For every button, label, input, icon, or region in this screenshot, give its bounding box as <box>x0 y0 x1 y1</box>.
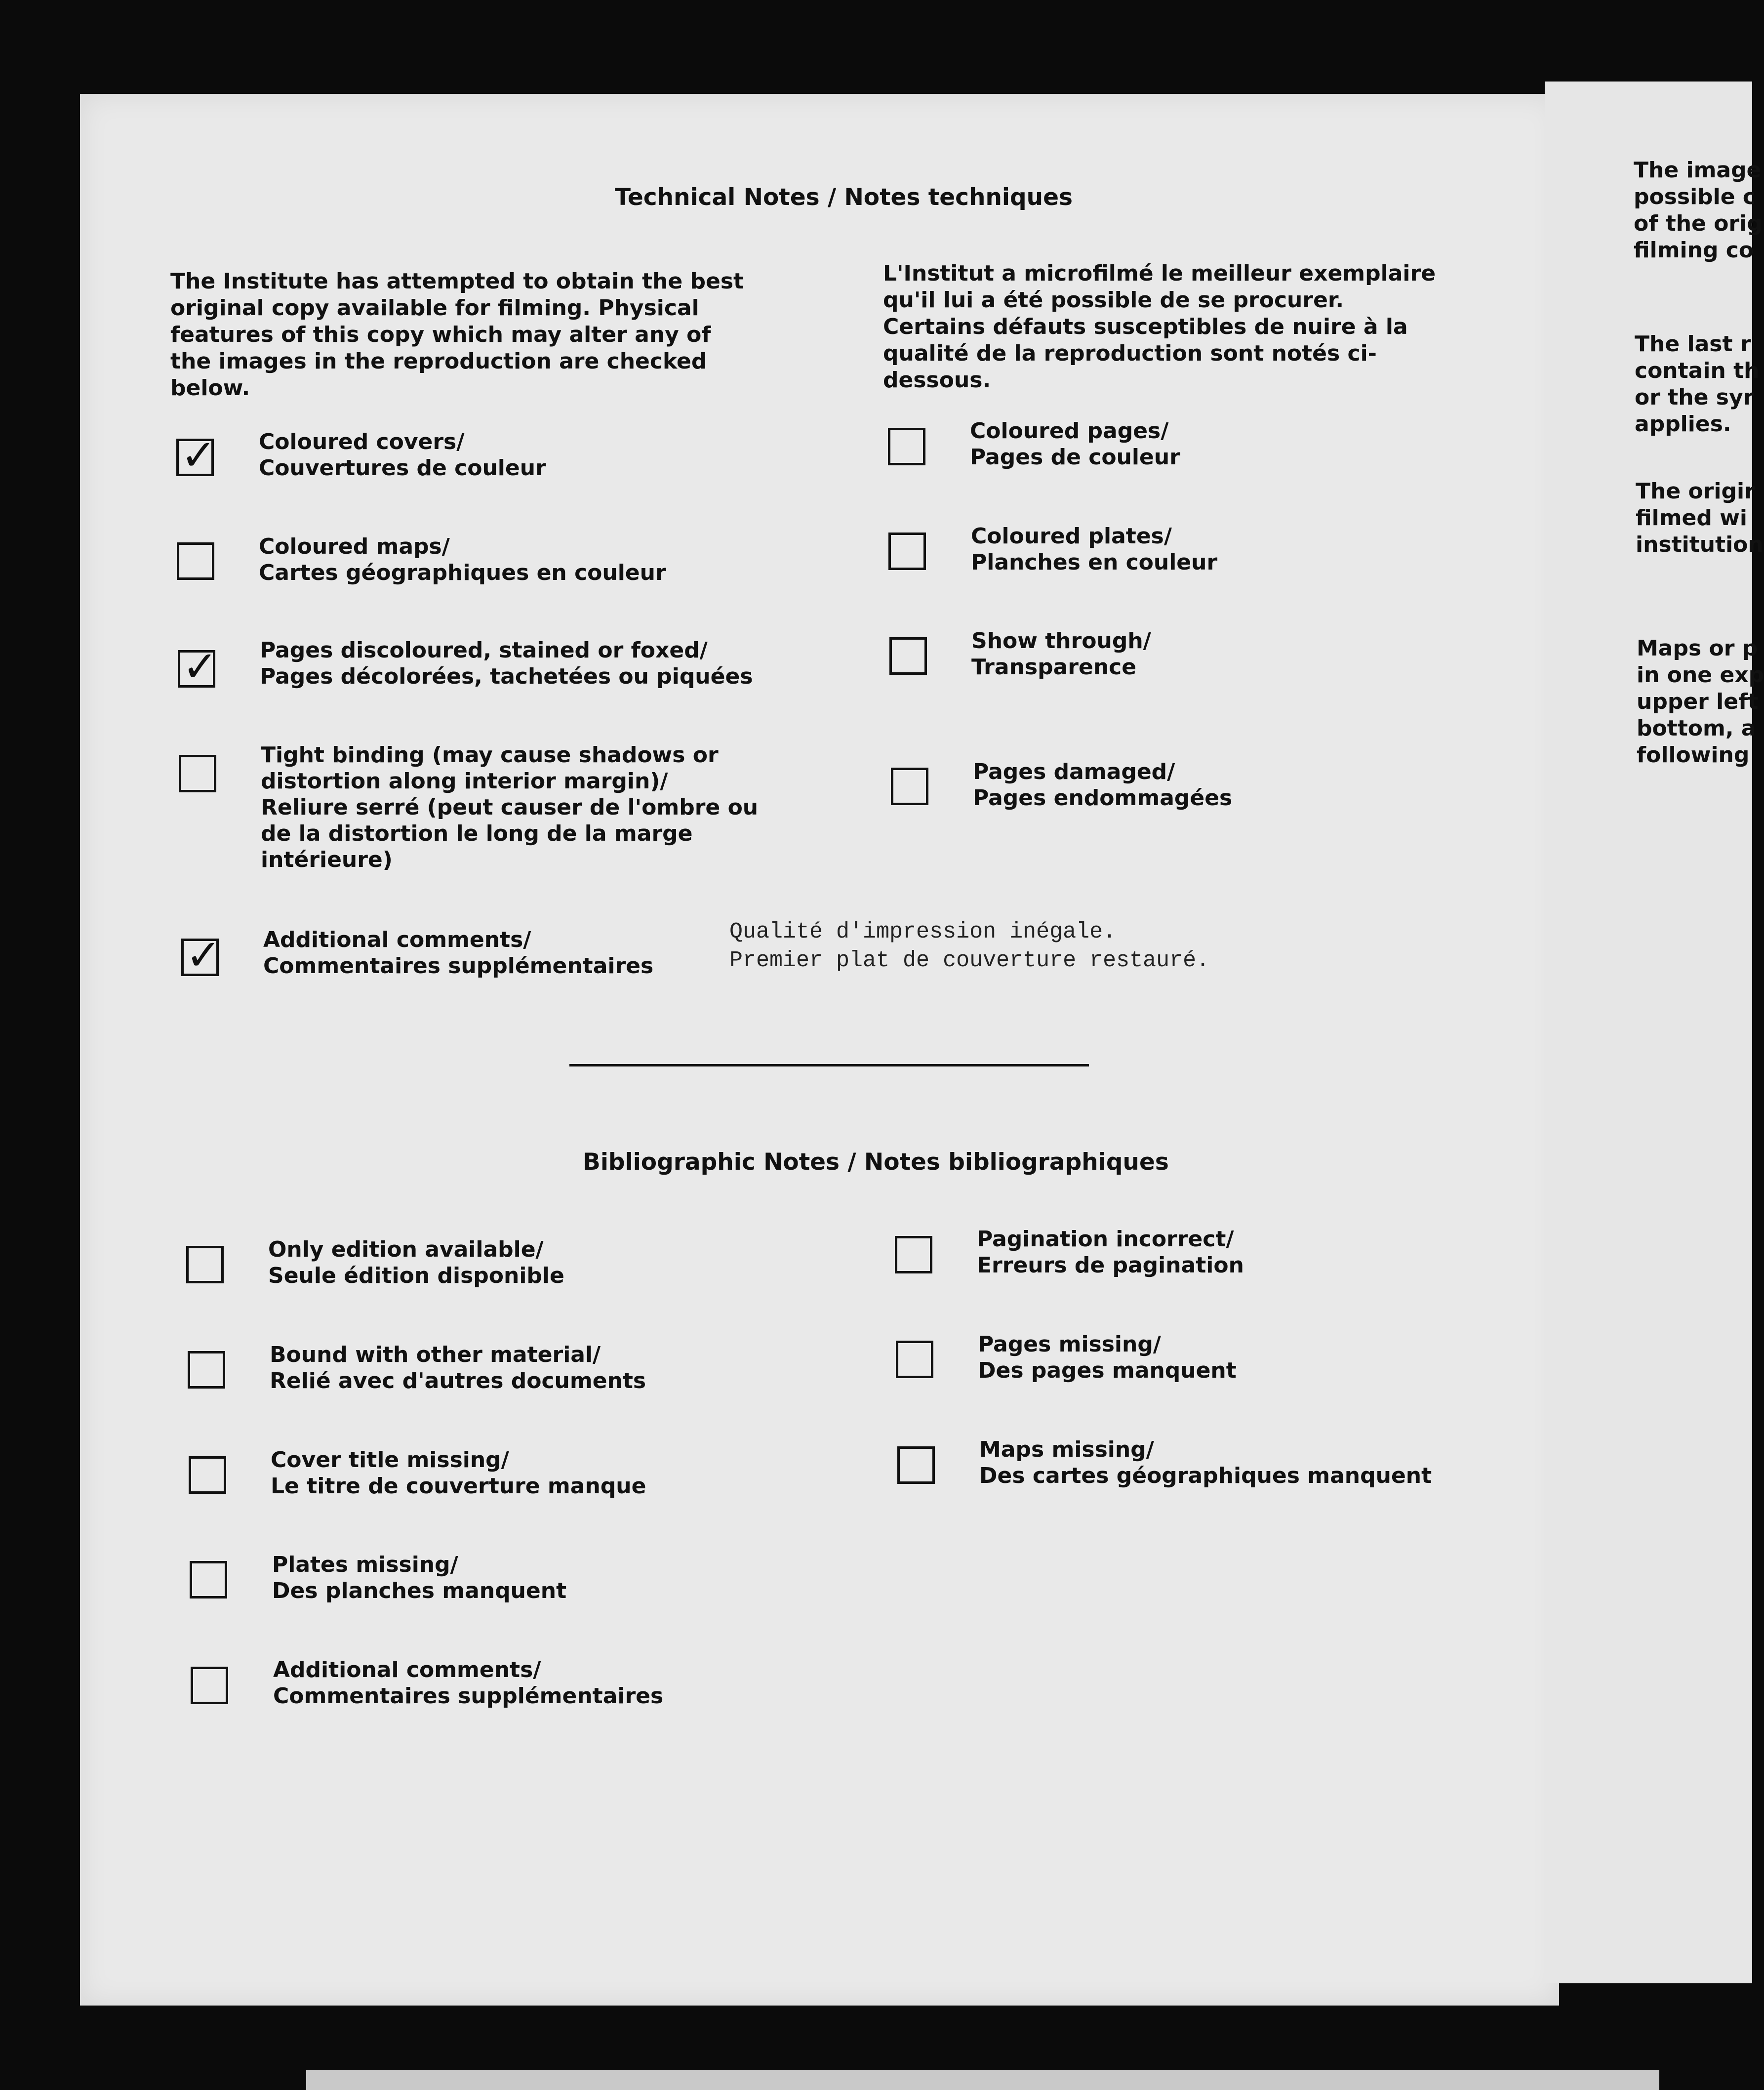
only-edition-checkbox[interactable] <box>186 1246 224 1283</box>
pages-discoloured-label <box>260 637 753 690</box>
maps-missing-label <box>979 1436 1432 1489</box>
label-en: Coloured maps/ <box>259 534 450 559</box>
label-en: Maps missing/ <box>979 1437 1154 1462</box>
adjacent-line: bottom, a <box>1637 716 1756 741</box>
adjacent-page-text <box>1634 157 1764 789</box>
label-en: Pages damaged/ <box>973 759 1175 784</box>
bibliographic-additional-comments-checkbox[interactable] <box>191 1667 228 1704</box>
adjacent-line: The origir <box>1636 479 1755 504</box>
coloured-maps-checkbox[interactable] <box>177 542 214 580</box>
label-line: intérieure) <box>261 847 393 872</box>
label-en: Additional comments/ <box>273 1657 541 1682</box>
coloured-pages-label <box>970 418 1180 470</box>
label-fr: Commentaires supplémentaires <box>273 1683 664 1709</box>
pagination-incorrect-checkbox[interactable] <box>895 1236 932 1273</box>
pages-discoloured-checkbox[interactable] <box>178 642 218 692</box>
adjacent-block-1 <box>1634 157 1763 264</box>
bibliographic-additional-comments-label <box>273 1657 663 1709</box>
label-fr: Des cartes géographiques manquent <box>979 1463 1432 1488</box>
intro-french: L'Institut a microfilmé le meilleur exemplaire qu'il lui a été possible de se procurer. Certains défauts susceptibles de nuire à la qualité de la reproduction sont notés ci-dessous. <box>883 261 1436 393</box>
adjacent-line: following <box>1637 742 1750 768</box>
label-fr: Couvertures de couleur <box>259 455 546 481</box>
label-line: de la distortion le long de la marge <box>261 821 693 846</box>
label-en: Pages missing/ <box>978 1332 1161 1357</box>
adjacent-line: upper left <box>1637 689 1759 714</box>
coloured-maps-label <box>259 533 666 586</box>
check-mark-icon: ✓ <box>181 431 217 480</box>
label-line: Reliure serré (peut causer de l'ombre ou <box>261 795 759 820</box>
adjacent-line: Maps or p <box>1637 636 1758 661</box>
show-through-label <box>971 628 1151 680</box>
typed-comment-line: Qualité d'impression inégale. <box>729 919 1117 944</box>
label-fr: Des planches manquent <box>272 1578 567 1603</box>
coloured-plates-label <box>971 523 1217 575</box>
label-en: Bound with other material/ <box>270 1342 601 1367</box>
pagination-incorrect-label <box>977 1226 1244 1278</box>
label-en: Plates missing/ <box>272 1552 458 1577</box>
adjacent-block-3 <box>1636 478 1764 558</box>
label-fr: Commentaires supplémentaires <box>263 953 654 979</box>
pages-missing-checkbox[interactable] <box>896 1341 933 1378</box>
pages-missing-label <box>978 1331 1237 1384</box>
tight-binding-label <box>261 742 758 873</box>
bound-with-checkbox[interactable] <box>188 1351 225 1389</box>
adjacent-line: possible c <box>1634 184 1756 209</box>
coloured-covers-checkbox[interactable] <box>176 431 217 480</box>
adjacent-line: or the syr <box>1635 385 1754 410</box>
coloured-covers-label <box>259 429 546 481</box>
plates-missing-label <box>272 1552 566 1604</box>
label-fr: Pages de couleur <box>970 445 1180 470</box>
adjacent-line: The last r <box>1635 331 1751 357</box>
check-mark-icon: ✓ <box>182 642 218 692</box>
adjacent-line: in one exp <box>1637 662 1764 688</box>
adjacent-line: contain th <box>1635 358 1760 383</box>
bound-with-label <box>270 1342 646 1394</box>
cover-title-missing-checkbox[interactable] <box>189 1456 226 1494</box>
adjacent-block-2 <box>1635 331 1759 438</box>
adjacent-line: of the orig <box>1634 211 1763 236</box>
label-en: Coloured covers/ <box>259 429 465 454</box>
typed-comment-line: Premier plat de couverture restauré. <box>729 948 1210 973</box>
coloured-plates-checkbox[interactable] <box>888 533 926 570</box>
only-edition-label <box>268 1236 564 1289</box>
adjacent-line: institution <box>1636 532 1764 557</box>
adjacent-line: applies. <box>1635 411 1731 437</box>
label-line: Tight binding (may cause shadows or <box>261 742 719 768</box>
label-fr: Transparence <box>971 655 1137 680</box>
check-mark-icon: ✓ <box>186 931 222 980</box>
label-fr: Cartes géographiques en couleur <box>259 560 666 585</box>
intro-english: The Institute has attempted to obtain the best original copy available for filming. Physical features of this copy which may alter any of the images in the reproduction are checked below. <box>170 269 744 401</box>
label-fr: Le titre de couverture manque <box>271 1474 646 1499</box>
label-en: Only edition available/ <box>268 1237 544 1262</box>
label-en: Coloured plates/ <box>971 524 1172 549</box>
maps-missing-checkbox[interactable] <box>897 1446 935 1484</box>
coloured-pages-checkbox[interactable] <box>888 428 925 465</box>
label-en: Pagination incorrect/ <box>977 1227 1234 1252</box>
adjacent-line: filming co <box>1634 238 1754 263</box>
pages-damaged-checkbox[interactable] <box>891 768 928 805</box>
label-en: Additional comments/ <box>263 927 531 952</box>
plates-missing-checkbox[interactable] <box>190 1561 227 1598</box>
label-en: Show through/ <box>971 628 1151 654</box>
technical-additional-comments-checkbox[interactable] <box>181 931 222 980</box>
cover-title-missing-label <box>271 1447 646 1499</box>
label-line: distortion along interior margin)/ <box>261 769 668 794</box>
pages-damaged-label <box>973 759 1232 811</box>
technical-additional-comments-label <box>263 927 653 979</box>
adjacent-line: The image <box>1634 158 1762 183</box>
label-fr: Pages endommagées <box>973 785 1233 811</box>
show-through-checkbox[interactable] <box>889 637 927 675</box>
label-fr: Planches en couleur <box>971 550 1218 575</box>
label-fr: Des pages manquent <box>978 1358 1237 1383</box>
tight-binding-checkbox[interactable] <box>179 755 216 792</box>
next-frame-strip <box>306 2070 1659 2090</box>
label-fr: Erreurs de pagination <box>977 1253 1244 1278</box>
bibliographic-notes-title: Bibliographic Notes / Notes bibliographiques <box>583 1148 1169 1176</box>
label-en: Coloured pages/ <box>970 418 1169 444</box>
label-en: Cover title missing/ <box>271 1447 509 1473</box>
label-fr: Relié avec d'autres documents <box>270 1368 646 1393</box>
label-en: Pages discoloured, stained or foxed/ <box>260 638 708 663</box>
label-fr: Pages décolorées, tachetées ou piquées <box>260 664 753 689</box>
section-divider <box>569 1064 1089 1066</box>
typed-comments <box>729 918 1209 975</box>
label-fr: Seule édition disponible <box>268 1263 564 1288</box>
adjacent-line: filmed wi <box>1636 505 1747 531</box>
adjacent-block-4 <box>1637 635 1764 769</box>
technical-notes-title: Technical Notes / Notes techniques <box>615 184 1073 211</box>
